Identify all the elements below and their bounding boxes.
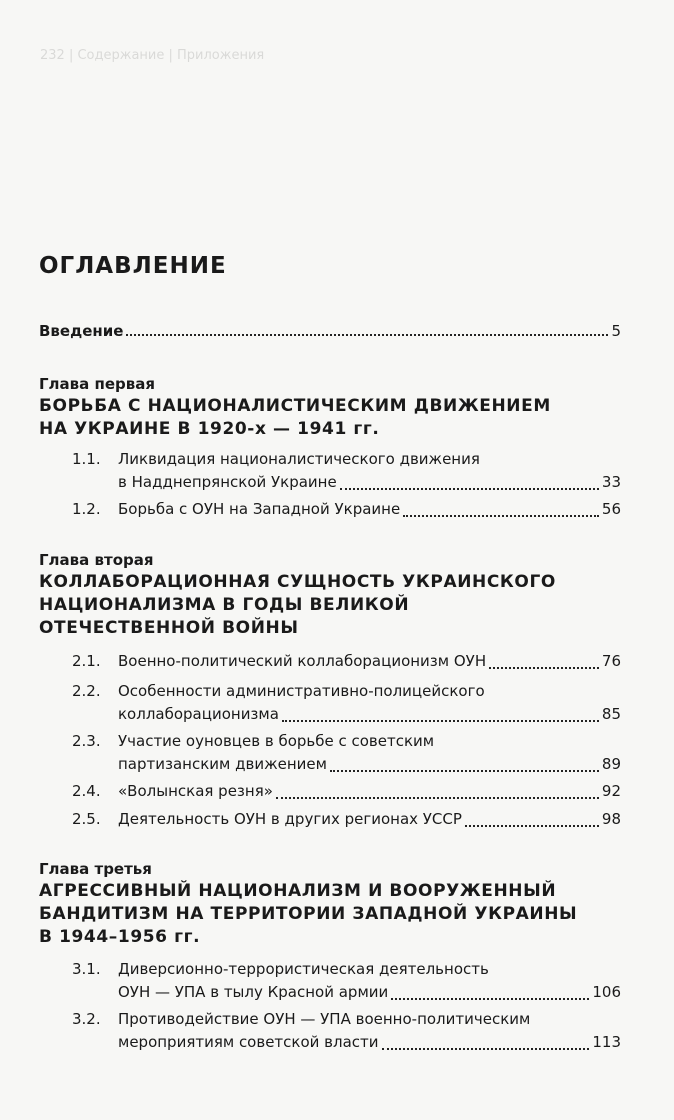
- section-number: 2.2.: [72, 682, 101, 700]
- chapter-label: Глава первая: [39, 375, 156, 393]
- section-title-line: Борьба с ОУН на Западной Украине: [118, 500, 401, 518]
- section-title-line: Участие оуновцев в борьбе с советским: [118, 732, 435, 750]
- section-title-line: Диверсионно-террористическая деятельность: [118, 960, 489, 978]
- section-title-line: Ликвидация националистического движения: [118, 450, 480, 468]
- dot-leader: [330, 770, 599, 772]
- toc-page-number: 33: [601, 473, 621, 491]
- toc-page-number: 89: [601, 755, 621, 773]
- section-title-line: Противодействие ОУН — УПА военно-политическим: [118, 1010, 531, 1028]
- dot-leader: [382, 1048, 590, 1050]
- dot-leader: [340, 488, 599, 490]
- section-number: 2.5.: [72, 810, 101, 828]
- section-title-line: партизанским движением: [118, 755, 327, 773]
- chapter-title[interactable]: [39, 395, 551, 441]
- toc-page-number: 113: [592, 1033, 621, 1051]
- dot-leader: [126, 334, 608, 336]
- page-title: ОГЛАВЛЕНИЕ: [39, 253, 227, 279]
- section-title-line: Деятельность ОУН в других регионах УССР: [118, 810, 462, 828]
- section-number: 2.4.: [72, 782, 101, 800]
- chapter-title-line: КОЛЛАБОРАЦИОННАЯ СУЩНОСТЬ УКРАИНСКОГО: [39, 572, 556, 592]
- section-number: 3.1.: [72, 960, 101, 978]
- running-head: 232 | Содержание | Приложения: [40, 48, 265, 63]
- section-number: 1.1.: [72, 450, 101, 468]
- section-title-line: Особенности административно-полицейского: [118, 682, 485, 700]
- section-title-line: ОУН — УПА в тылу Красной армии: [118, 983, 389, 1001]
- chapter-title-line: ОТЕЧЕСТВЕННОЙ ВОЙНЫ: [39, 618, 299, 638]
- chapter-title[interactable]: [39, 880, 577, 949]
- chapter-title-line: В 1944–1956 гг.: [39, 927, 201, 947]
- section-number: 1.2.: [72, 500, 101, 518]
- toc-page-number: 56: [601, 500, 621, 518]
- dot-leader: [489, 667, 599, 669]
- chapter-title-line: БОРЬБА С НАЦИОНАЛИСТИЧЕСКИМ ДВИЖЕНИЕМ: [39, 396, 551, 416]
- toc-page-number: 76: [601, 652, 621, 670]
- chapter-title-line: НАЦИОНАЛИЗМА В ГОДЫ ВЕЛИКОЙ: [39, 595, 410, 615]
- dot-leader: [276, 797, 599, 799]
- section-title-line: мероприятиям советской власти: [118, 1033, 379, 1051]
- chapter-label: Глава вторая: [39, 551, 154, 569]
- chapter-title-line: АГРЕССИВНЫЙ НАЦИОНАЛИЗМ И ВООРУЖЕННЫЙ: [39, 881, 557, 901]
- toc-page-number: 5: [611, 322, 621, 340]
- section-title-line: «Волынская резня»: [118, 782, 273, 800]
- dot-leader: [465, 825, 599, 827]
- chapter-title-line: БАНДИТИЗМ НА ТЕРРИТОРИИ ЗАПАДНОЙ УКРАИНЫ: [39, 904, 578, 924]
- dot-leader: [403, 515, 599, 517]
- chapter-label: Глава третья: [39, 860, 152, 878]
- section-title-line: в Надднепрянской Украине: [118, 473, 337, 491]
- toc-entry-label: Введение: [39, 322, 124, 340]
- toc-entry-intro[interactable]: [39, 322, 621, 340]
- chapter-title-line: НА УКРАИНЕ В 1920-х — 1941 гг.: [39, 419, 380, 439]
- section-title-line: Военно-политический коллаборационизм ОУН: [118, 652, 487, 670]
- toc-page-number: 85: [601, 705, 621, 723]
- chapter-title[interactable]: [39, 571, 556, 640]
- dot-leader: [282, 720, 599, 722]
- toc-page-number: 92: [601, 782, 621, 800]
- section-number: 2.1.: [72, 652, 101, 670]
- section-title-line: коллаборационизма: [118, 705, 279, 723]
- section-number: 3.2.: [72, 1010, 101, 1028]
- toc-page-number: 98: [601, 810, 621, 828]
- dot-leader: [391, 998, 589, 1000]
- section-number: 2.3.: [72, 732, 101, 750]
- toc-page-number: 106: [592, 983, 621, 1001]
